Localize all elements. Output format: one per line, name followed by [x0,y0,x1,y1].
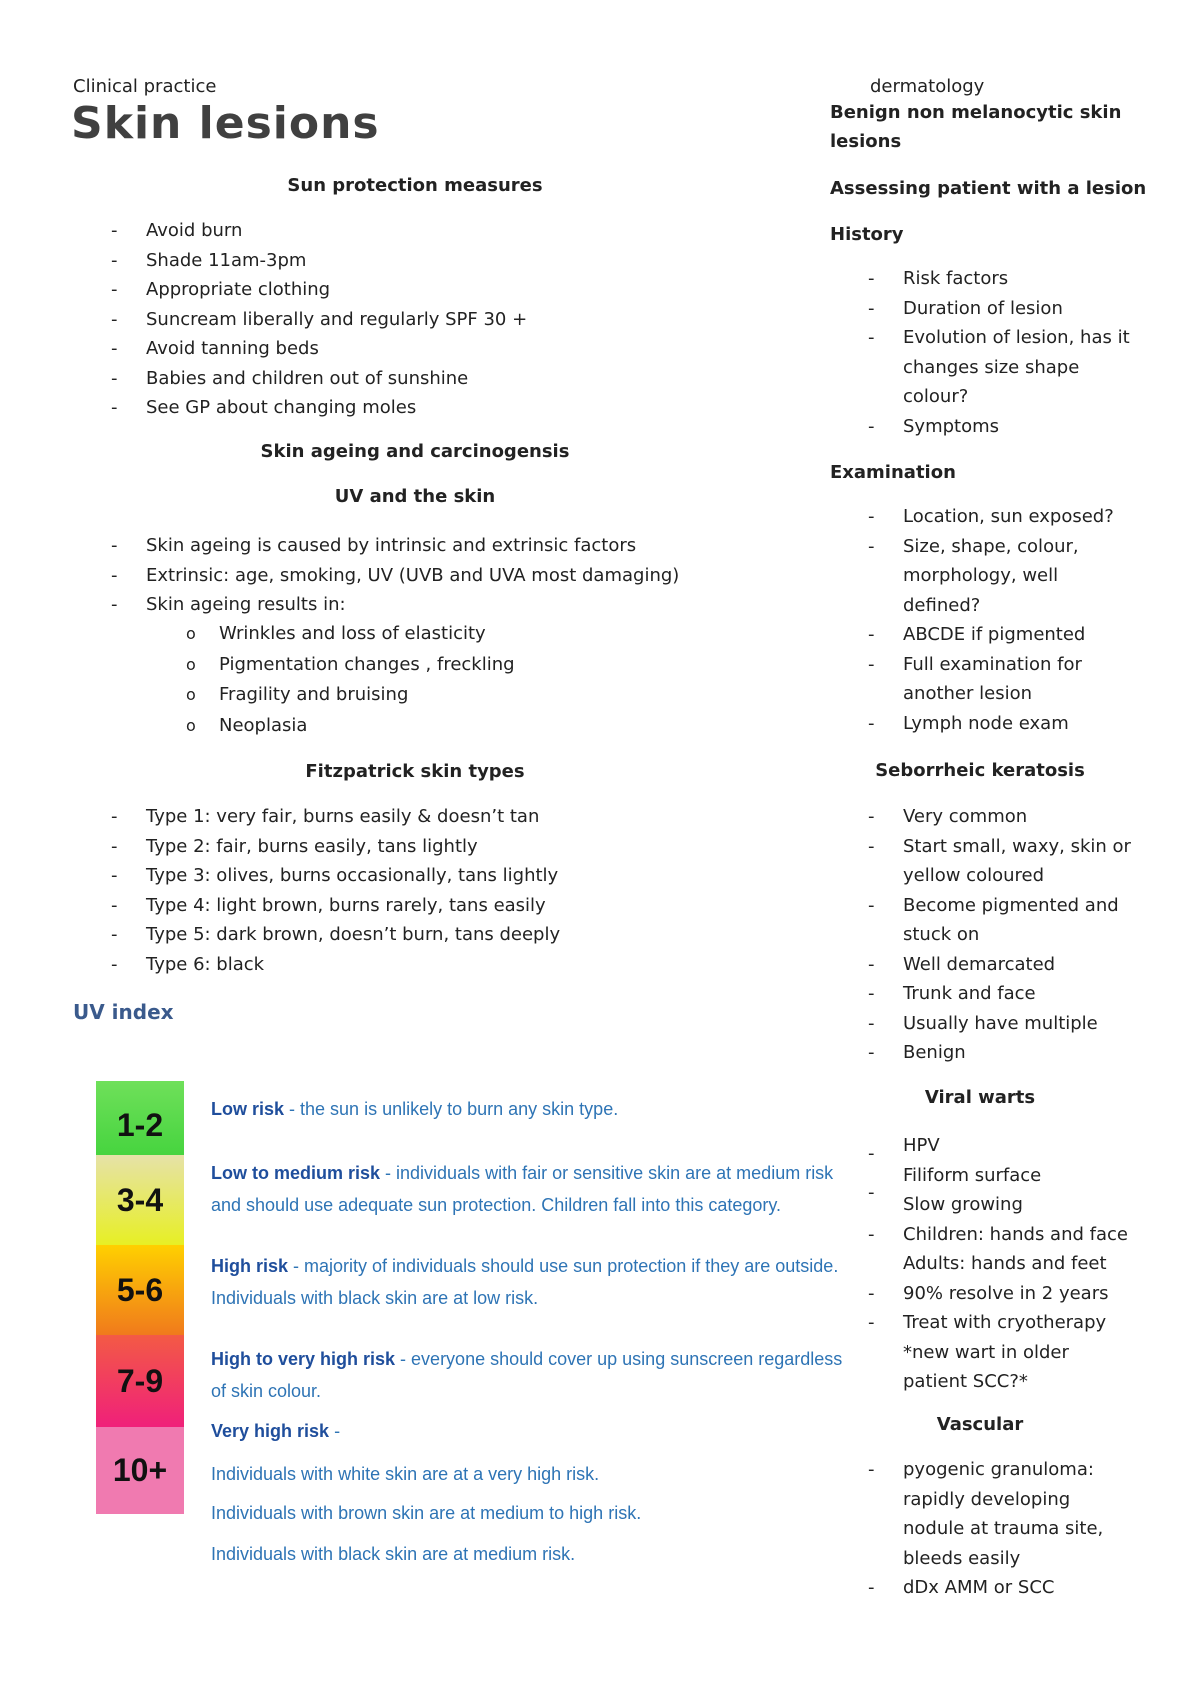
list-item: o Neoplasia [73,711,793,742]
list-item: - Benign [830,1038,1190,1068]
risk-label: Low to medium risk [211,1163,381,1183]
list-item: *new wart in older [903,1341,1069,1363]
benign-heading: Benign non melanocytic skin [830,102,1122,123]
uv-index-heading: UV index [73,1000,174,1024]
uv-extreme-line1: Individuals with white skin are at a very high risk. [211,1464,600,1484]
list-item: o Fragility and bruising [73,680,793,711]
list-item: - Skin ageing is caused by intrinsic and extrinsic factors [73,531,793,561]
history-list [830,264,1190,441]
seb-list [830,802,1190,1068]
list-item: - Children: hands and face [868,1223,1128,1245]
list-item: - Skin ageing results in: [73,590,793,620]
subject-label: dermatology [870,76,985,97]
list-item: - Avoid tanning beds [73,334,773,364]
vascular-heading: Vascular [936,1414,1024,1435]
list-item: - pyogenic granuloma: rapidly developing nodule at trauma site, bleeds easily [830,1455,1190,1573]
uv-level-3-4 [96,1155,184,1245]
list-item: - ABCDE if pigmented [830,620,1190,650]
list-item: o Pigmentation changes , freckling [73,650,793,681]
uv-level-5-6 [96,1245,184,1335]
exam-list [830,502,1190,738]
uv-level-7-9 [96,1335,184,1427]
ageing-heading: Skin ageing and carcinogensis [260,441,570,462]
list-item: - Slow growing [868,1182,1023,1215]
list-item: - Symptoms [830,412,1190,442]
list-item: - Extrinsic: age, smoking, UV (UVB and UVA most damaging) [73,561,793,591]
warts-heading: Viral warts [924,1087,1036,1108]
uv-level-label: 7-9 [116,1362,164,1399]
uv-vhigh-text: High to very high risk - everyone should cover up using sunscreen regardless of skin colour. [211,1349,843,1401]
history-heading: History [830,224,904,245]
benign-heading-cont: lesions [830,131,902,152]
uv-high-text: High risk - majority of individuals should use sun protection if they are outside. Individuals with black skin are at low risk. [211,1256,839,1308]
sun-list [73,216,773,423]
vascular-list [830,1455,1190,1603]
uv-extreme-line2: Individuals with brown skin are at medium to high risk. [211,1503,642,1523]
list-item: - Duration of lesion [830,294,1190,324]
uv-level-label: 10+ [112,1452,168,1488]
list-item: - Trunk and face [830,979,1190,1009]
list-item: - HPV [868,1135,940,1164]
ageing-list [73,531,793,620]
list-item: o Wrinkles and loss of elasticity [73,619,793,650]
uv-low-text: Low risk - the sun is unlikely to burn any skin type. [211,1099,619,1119]
list-item: patient SCC?* [903,1371,1028,1392]
list-item: - Type 4: light brown, burns rarely, tans easily [73,891,793,921]
exam-heading: Examination [830,462,956,483]
sun-heading: Sun protection measures [287,175,543,196]
list-item: - Avoid burn [73,216,773,246]
list-item: - Type 2: fair, burns easily, tans lightly [73,832,793,862]
fitz-heading: Fitzpatrick skin types [305,761,525,782]
risk-label: Very high risk [211,1421,330,1441]
list-item: - Appropriate clothing [73,275,773,305]
uv-skin-heading: UV and the skin [334,486,496,507]
list-item: - Lymph node exam [830,709,1190,739]
list-item: - Start small, waxy, skin or yellow coloured [830,832,1190,891]
list-item: - Babies and children out of sunshine [73,364,773,394]
ageing-sublist [73,619,793,741]
assess-heading: Assessing patient with a lesion [830,178,1147,199]
list-item: - Size, shape, colour, morphology, well defined? [830,532,1190,621]
risk-label: High to very high risk [211,1349,396,1369]
list-item: - Become pigmented and stuck on [830,891,1190,950]
list-item: - Type 5: dark brown, doesn’t burn, tans deeply [73,920,793,950]
list-item: - Type 3: olives, burns occasionally, tans lightly [73,861,793,891]
page-title: Skin lesions [71,98,380,149]
list-item: - Full examination for another lesion [830,650,1190,709]
list-item: Adults: hands and feet [903,1253,1107,1274]
list-item: - Well demarcated [830,950,1190,980]
uv-extreme-line3: Individuals with black skin are at medium risk. [211,1544,576,1564]
course-label: Clinical practice [73,76,217,97]
uv-level-label: 5-6 [116,1271,164,1308]
list-item: - Risk factors [830,264,1190,294]
list-item: - Treat with cryotherapy [868,1312,1107,1333]
list-item: - See GP about changing moles [73,393,773,423]
risk-label: Low risk [211,1099,285,1119]
list-item: - Shade 11am-3pm [73,246,773,276]
uv-level-10-plus [96,1427,184,1514]
uv-level-label: 1-2 [116,1106,164,1143]
list-item: - Evolution of lesion, has it changes size shape colour? [830,323,1190,412]
list-item: - Suncream liberally and regularly SPF 30 + [73,305,773,335]
list-item: - Type 6: black [73,950,793,980]
list-item: - Type 1: very fair, burns easily & doesn’t tan [73,802,793,832]
list-item: - Very common [830,802,1190,832]
warts-list [830,1131,1190,1397]
list-item: - 90% resolve in 2 years [868,1282,1109,1304]
seb-heading: Seborrheic keratosis [875,760,1085,781]
uv-extreme-text: Very high risk - [211,1421,341,1441]
list-item: - Usually have multiple [830,1009,1190,1039]
risk-label: High risk [211,1256,289,1276]
list-item: - dDx AMM or SCC [830,1573,1190,1603]
uv-level-label: 3-4 [116,1181,164,1218]
list-item: - Location, sun exposed? [830,502,1190,532]
uv-lowmed-text: Low to medium risk - individuals with fair or sensitive skin are at medium risk and should use adequate sun protection. Children fall into this category. [211,1163,834,1215]
fitz-list [73,802,793,979]
list-item: Filiform surface [903,1164,1042,1186]
